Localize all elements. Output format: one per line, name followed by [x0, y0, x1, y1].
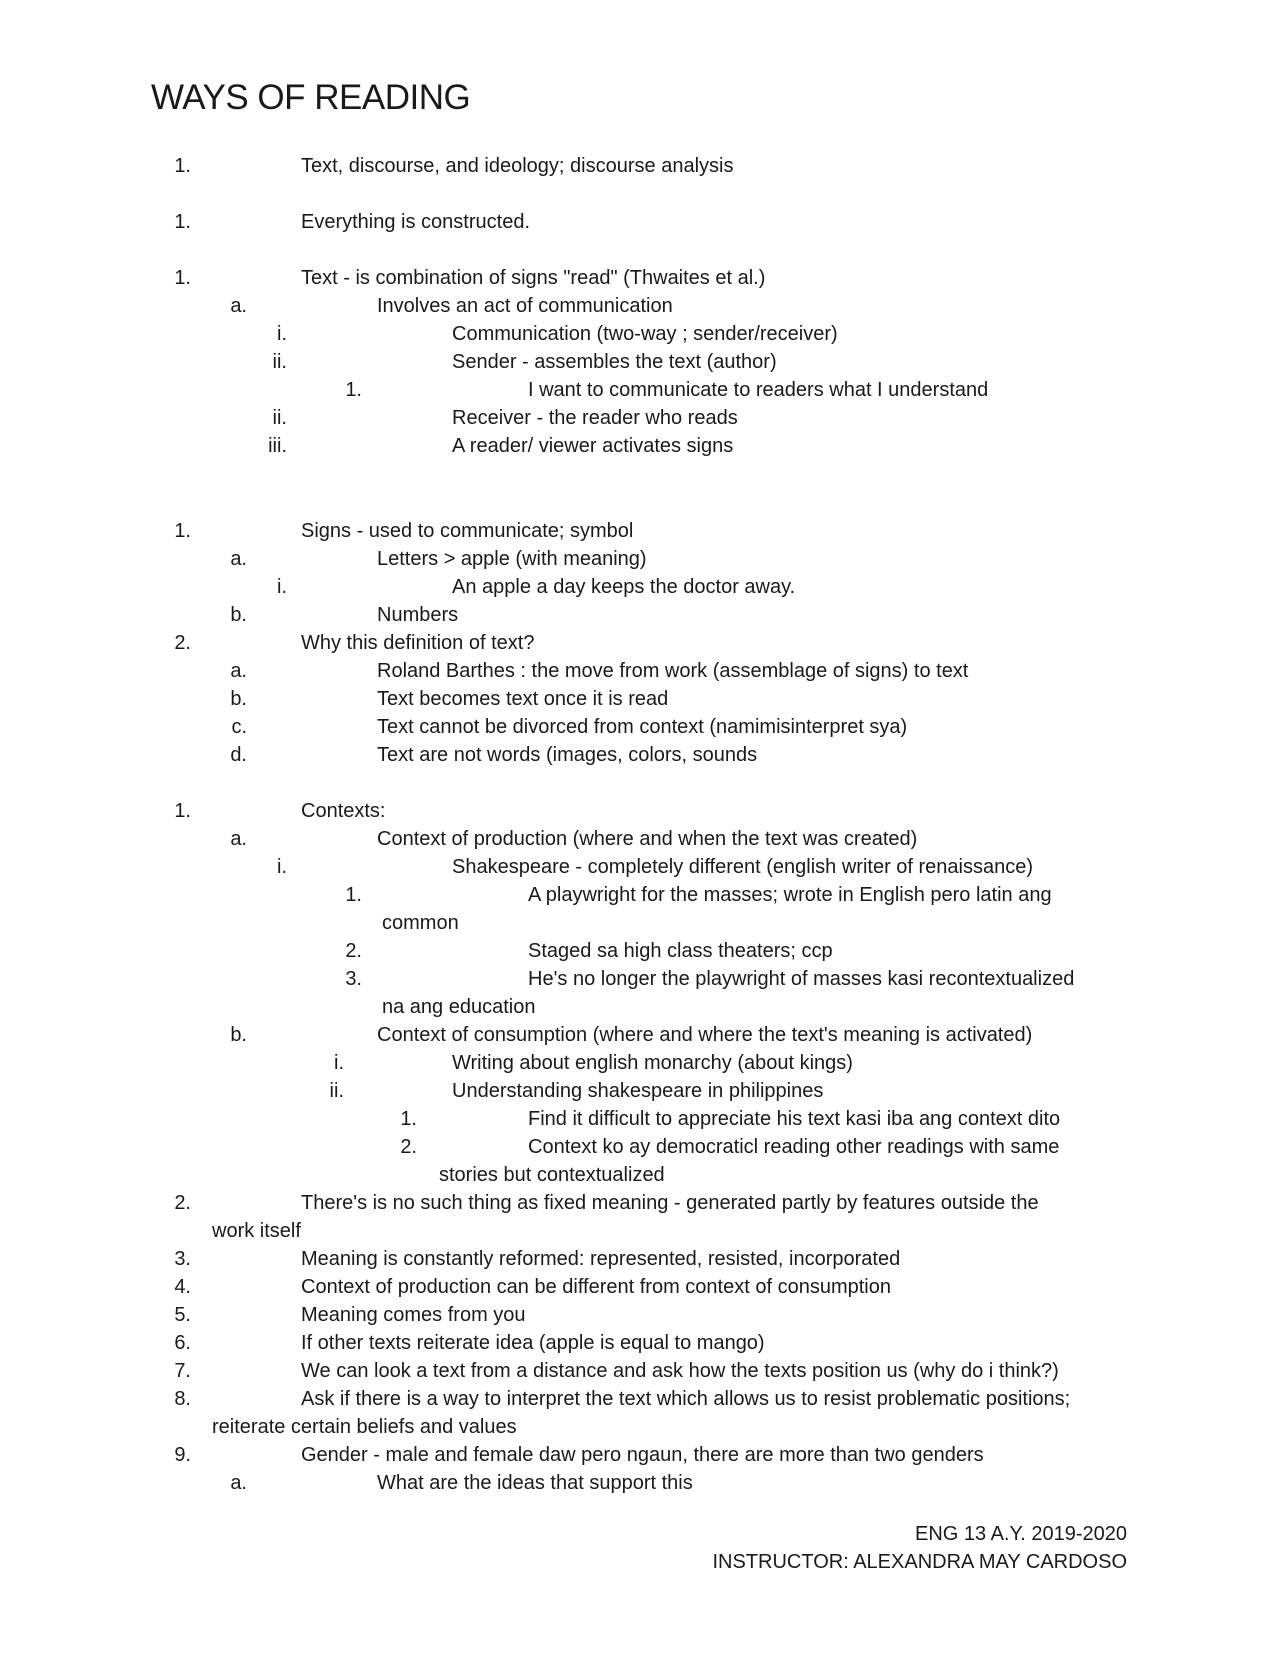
list-marker: b. — [230, 1024, 247, 1046]
footer-course: ENG 13 A.Y. 2019-2020 — [914, 1523, 1127, 1545]
list-marker: 1. — [174, 211, 191, 233]
list-text: Text are not words (images, colors, sounds — [377, 744, 758, 766]
list-text: Understanding shakespeare in philippines — [452, 1080, 824, 1102]
list-text: Involves an act of communication — [377, 295, 673, 317]
list-text: Writing about english monarchy (about kings) — [452, 1052, 853, 1074]
list-marker: 9. — [174, 1444, 191, 1466]
list-marker: b. — [230, 688, 247, 710]
list-text-continuation: reiterate certain beliefs and values — [212, 1416, 517, 1438]
list-text: Communication (two-way ; sender/receiver) — [452, 323, 838, 345]
list-text: He's no longer the playwright of masses kasi recontextualized — [528, 968, 1075, 990]
list-text: Text - is combination of signs "read" (Thwaites et al.) — [301, 267, 766, 289]
list-text: Sender - assembles the text (author) — [452, 351, 777, 373]
list-marker: c. — [231, 716, 247, 738]
list-text-continuation: na ang education — [382, 996, 536, 1018]
list-marker: iii. — [268, 435, 287, 457]
list-marker: i. — [277, 576, 287, 598]
list-marker: 1. — [174, 520, 191, 542]
footer-instructor: INSTRUCTOR: ALEXANDRA MAY CARDOSO — [712, 1551, 1127, 1573]
list-text-continuation: common — [382, 912, 459, 934]
list-text: Receiver - the reader who reads — [452, 407, 738, 429]
list-marker: 2. — [174, 632, 191, 654]
list-marker: ii. — [329, 1080, 344, 1102]
list-text: Everything is constructed. — [301, 211, 530, 233]
list-text: Text, discourse, and ideology; discourse analysis — [301, 155, 734, 177]
list-marker: ii. — [272, 407, 287, 429]
list-text-continuation: stories but contextualized — [439, 1164, 665, 1186]
list-text: Text cannot be divorced from context (namimisinterpret sya) — [377, 716, 908, 738]
list-marker: 3. — [345, 968, 362, 990]
list-marker: a. — [230, 828, 247, 850]
list-marker: 1. — [174, 267, 191, 289]
list-marker: 1. — [174, 800, 191, 822]
list-marker: 5. — [174, 1304, 191, 1326]
list-marker: 2. — [174, 1192, 191, 1214]
list-marker: i. — [277, 323, 287, 345]
list-marker: 4. — [174, 1276, 191, 1298]
list-text: An apple a day keeps the doctor away. — [452, 576, 796, 598]
list-text: We can look a text from a distance and ask how the texts position us (why do i think?) — [301, 1360, 1059, 1382]
list-marker: 1. — [174, 155, 191, 177]
list-text: Staged sa high class theaters; ccp — [528, 940, 833, 962]
list-text: A reader/ viewer activates signs — [452, 435, 734, 457]
list-text: Meaning is constantly reformed: represented, resisted, incorporated — [301, 1248, 901, 1270]
list-text: Context of production (where and when the text was created) — [377, 828, 918, 850]
list-text-continuation: work itself — [212, 1220, 301, 1242]
list-marker: a. — [230, 548, 247, 570]
list-text: Context ko ay democraticl reading other readings with same — [528, 1136, 1060, 1158]
list-marker: 6. — [174, 1332, 191, 1354]
list-marker: 1. — [345, 884, 362, 906]
list-marker: 7. — [174, 1360, 191, 1382]
list-text: I want to communicate to readers what I understand — [528, 379, 989, 401]
list-text: Ask if there is a way to interpret the text which allows us to resist problematic positions; — [301, 1388, 1071, 1410]
list-marker: i. — [334, 1052, 344, 1074]
page-title: WAYS OF READING — [151, 78, 471, 117]
list-marker: ii. — [272, 351, 287, 373]
list-text: Gender - male and female daw pero ngaun, there are more than two genders — [301, 1444, 984, 1466]
list-marker: 1. — [400, 1108, 417, 1130]
list-text: A playwright for the masses; wrote in English pero latin ang — [528, 884, 1052, 906]
list-text: Context of consumption (where and where the text's meaning is activated) — [377, 1024, 1033, 1046]
list-marker: 2. — [400, 1136, 417, 1158]
list-marker: b. — [230, 604, 247, 626]
list-marker: 3. — [174, 1248, 191, 1270]
list-text: Shakespeare - completely different (english writer of renaissance) — [452, 856, 1034, 878]
footer — [712, 1520, 1127, 1576]
list-marker: i. — [277, 856, 287, 878]
list-text: Text becomes text once it is read — [377, 688, 669, 710]
list-marker: a. — [230, 660, 247, 682]
list-text: Meaning comes from you — [301, 1304, 526, 1326]
list-text: Signs - used to communicate; symbol — [301, 520, 634, 542]
list-text: Letters > apple (with meaning) — [377, 548, 647, 570]
list-text: Find it difficult to appreciate his text kasi iba ang context dito — [528, 1108, 1061, 1130]
list-text: Contexts: — [301, 800, 386, 822]
list-text: There's is no such thing as fixed meaning - generated partly by features outside the — [301, 1192, 1039, 1214]
list-marker: 1. — [345, 379, 362, 401]
list-marker: a. — [230, 1472, 247, 1494]
list-text: Why this definition of text? — [301, 632, 535, 654]
list-marker: 2. — [345, 940, 362, 962]
list-text: Roland Barthes : the move from work (assemblage of signs) to text — [377, 660, 969, 682]
list-text: Context of production can be different from context of consumption — [301, 1276, 891, 1298]
list-marker: d. — [230, 744, 247, 766]
list-text: If other texts reiterate idea (apple is equal to mango) — [301, 1332, 765, 1354]
list-marker: 8. — [174, 1388, 191, 1410]
list-text: What are the ideas that support this — [377, 1472, 693, 1494]
list-text: Numbers — [377, 604, 459, 626]
list-marker: a. — [230, 295, 247, 317]
